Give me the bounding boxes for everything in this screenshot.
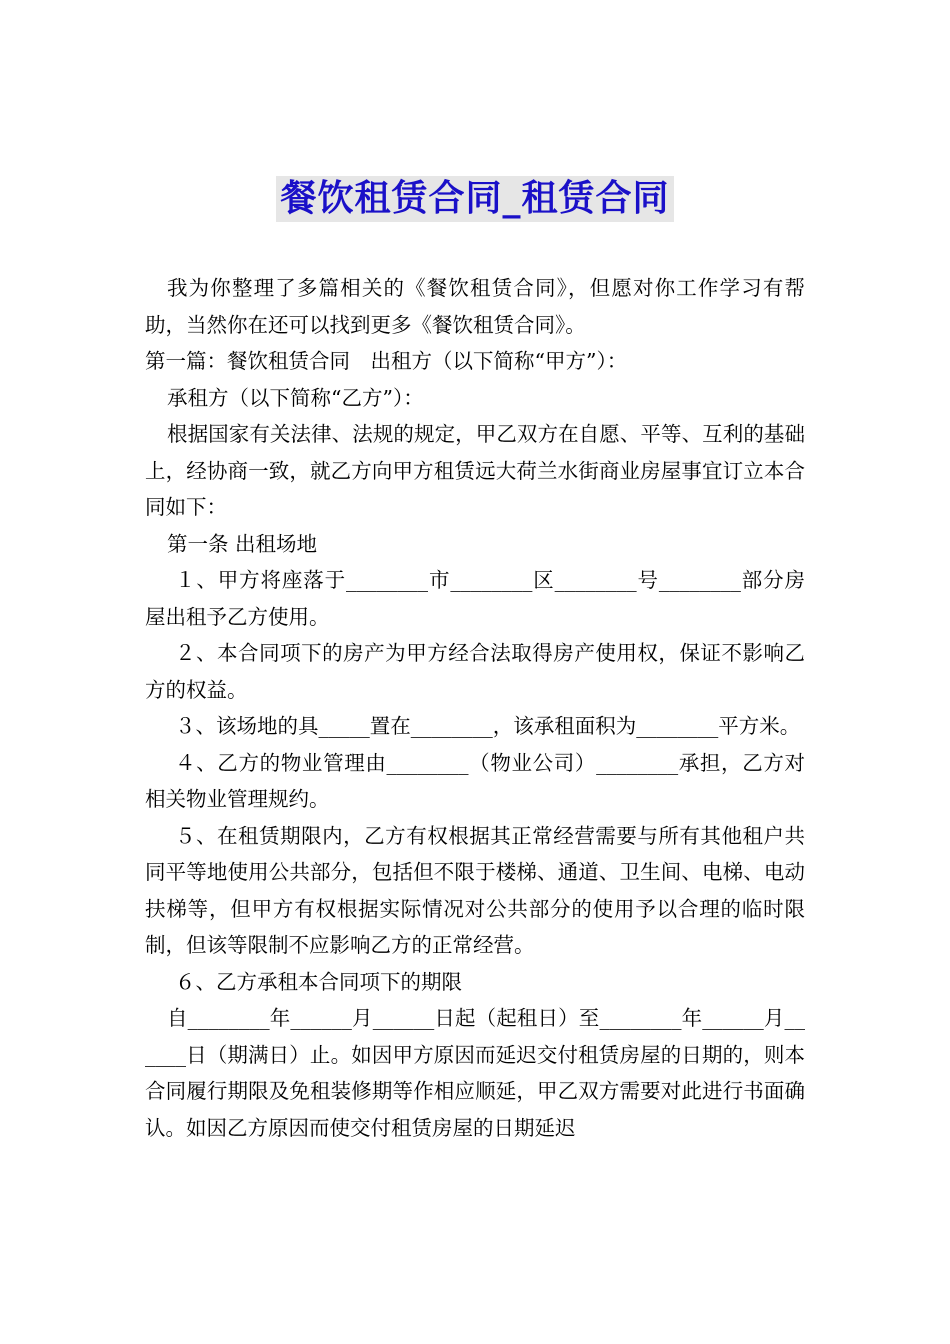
document-title: 餐饮租赁合同_租赁合同 (276, 176, 673, 222)
intro-paragraph: 我为你整理了多篇相关的《餐饮租赁合同》，但愿对你工作学习有帮助，当然你在还可以找到更多《餐饮租赁合同》。 (145, 276, 805, 337)
title-container (0, 176, 950, 222)
lessee-line: 承租方（以下简称“乙方”）： (167, 385, 424, 410)
clause-item-4: ４、乙方的物业管理由________（物业公司）________承担，乙方对相关物业管理规约。 (145, 750, 805, 811)
preamble-paragraph: 根据国家有关法律、法规的规定，甲乙双方在自愿、平等、互利的基础上，经协商一致，就乙方向甲方租赁远大荷兰水街商业房屋事宜订立本合同如下： (145, 422, 805, 519)
lease-term-paragraph: 自________年______月______日起（起租日）至________年______月______日（期满日）止。如因甲方原因而延迟交付租赁房屋的日期的，则本合同履行期限及免租装修期等作相应顺延，甲乙双方需要对此进行书面确认。如因乙方原因而使交付租赁房屋的日期延迟 (145, 1006, 805, 1140)
clause-item-1: １、甲方将座落于________市________区________号________部分房屋出租予乙方使用。 (145, 568, 805, 629)
clause-item-2: ２、本合同项下的房产为甲方经合法取得房产使用权，保证不影响乙方的权益。 (145, 641, 805, 702)
clause-item-3: ３、该场地的具_____置在________，该承租面积为________平方米。 (175, 714, 801, 738)
clause-item-6: ６、乙方承租本合同项下的期限 (175, 969, 462, 994)
first-article-heading: 第一篇：餐饮租赁合同 出租方（以下简称“甲方”）： (145, 349, 628, 373)
document-body (145, 270, 805, 1146)
clause-item-5: ５、在租赁期限内，乙方有权根据其正常经营需要与所有其他租户共同平等地使用公共部分，包括但不限于楼梯、通道、卫生间、电梯、电动扶梯等，但甲方有权根据实际情况对公共部分的使用予以合理的临时限制，但该等限制不应影响乙方的正常经营。 (145, 823, 805, 957)
clause-heading: 第一条 出租场地 (167, 531, 318, 556)
